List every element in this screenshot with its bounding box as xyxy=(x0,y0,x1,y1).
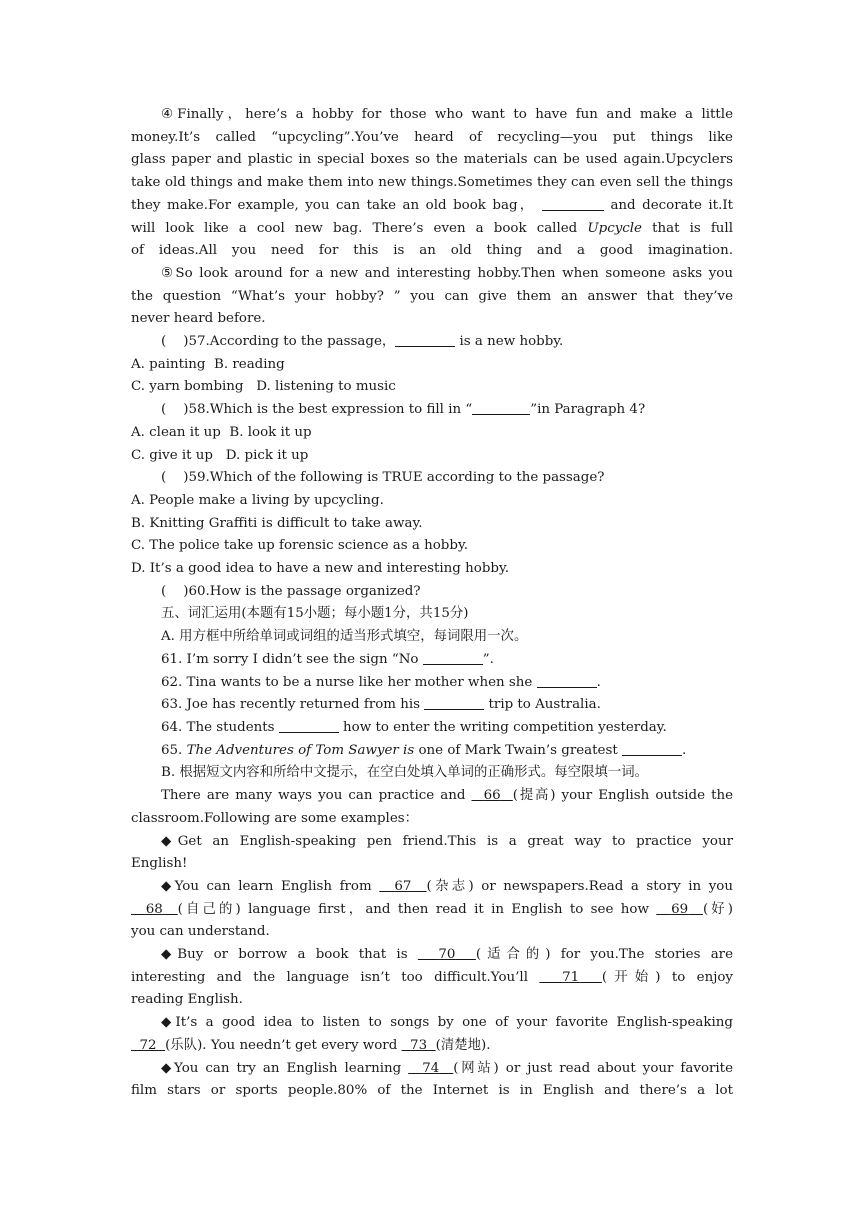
text-line xyxy=(131,218,733,241)
blank-number-72: 72 xyxy=(139,1037,157,1053)
blank-number-67: 67 xyxy=(394,878,412,894)
question-63 xyxy=(131,694,733,717)
question-stem: ”in Paragraph 4? xyxy=(530,402,646,418)
text-line: of ideas.All you need for this is an old thing and a good imagination. xyxy=(131,243,733,259)
text-segment: ◆Buy or borrow a book that is xyxy=(161,947,418,963)
question-stem: 63. Joe has recently returned from his xyxy=(161,697,425,713)
question-stem: 64. The students xyxy=(161,719,279,735)
document-page xyxy=(131,104,733,1103)
text-segment: (网站) or just read about your favorite xyxy=(453,1060,733,1076)
question-62 xyxy=(131,672,733,695)
answer-blank xyxy=(279,719,339,733)
part-a-instruction: A. 用方框中所给单词或词组的适当形式填空，每词限用一次。 xyxy=(161,629,528,645)
text-line: ⑤So look around for a new and interesting hobby.Then when someone asks you xyxy=(161,265,733,281)
text-line: film stars or sports people.80% of the Internet is in English and there’s a lot xyxy=(131,1083,733,1099)
answer-blank xyxy=(622,742,682,756)
text-segment: (适合的) for you.The stories are xyxy=(475,947,734,963)
text-line: ◆It’s a good idea to listen to songs by one of your favorite English-speaking xyxy=(161,1015,733,1031)
paragraph-4 xyxy=(131,104,733,263)
text-line xyxy=(131,785,733,808)
section-title: 五、词汇运用(本题有15小题；每小题1分，共15分) xyxy=(161,606,469,622)
question-stem: ( )57.According to the passage， xyxy=(161,334,396,350)
option-line: A. People make a living by upcycling. xyxy=(131,492,384,508)
question-61 xyxy=(131,649,733,672)
text-line xyxy=(131,1058,733,1081)
question-stem: one of Mark Twain’s greatest xyxy=(414,742,622,758)
text-line xyxy=(131,899,733,922)
text-line: never heard before. xyxy=(131,311,266,327)
answer-blank xyxy=(395,333,455,347)
question-59: ( )59.Which of the following is TRUE according to the passage? xyxy=(161,470,605,486)
answer-blank xyxy=(472,401,530,415)
text-segment: There are many ways you can practice and xyxy=(161,788,472,804)
question-stem: . xyxy=(681,742,687,758)
text-line: the question “What’s your hobby? ” you can give them an answer that they’ve xyxy=(131,288,733,304)
question-stem: . xyxy=(596,674,601,690)
text-line xyxy=(131,195,733,218)
book-title: The Adventures of Tom Sawyer is xyxy=(186,742,415,758)
option-line: C. give it up D. pick it up xyxy=(131,447,309,463)
answer-blank xyxy=(423,651,483,665)
book-title: Upcycle xyxy=(587,220,642,236)
question-stem: how to enter the writing competition yesterday. xyxy=(338,719,667,735)
option-line: D. It’s a good idea to have a new and interesting hobby. xyxy=(131,561,510,577)
blank-number-71: 71 xyxy=(562,969,580,985)
question-stem: trip to Australia. xyxy=(484,697,601,713)
blank-number-70: 70 xyxy=(438,947,456,963)
text-segment: ◆You can try an English learning xyxy=(161,1060,409,1076)
part-b-instruction: B. 根据短文内容和所给中文提示，在空白处填入单词的正确形式。每空限填一词。 xyxy=(161,765,649,781)
text-line: glass paper and plastic in special boxes so the materials can be used again.Upcyclers xyxy=(131,152,733,168)
blank-number-66: 66 xyxy=(483,788,501,804)
text-line: classroom.Following are some examples： xyxy=(131,810,419,826)
question-60: ( )60.How is the passage organized? xyxy=(161,583,421,599)
question-stem: ( )58.Which is the best expression to fill in “ xyxy=(161,402,473,418)
text-segment: (乐队). You needn’t get every word xyxy=(165,1037,402,1053)
blank-number-74: 74 xyxy=(422,1060,440,1076)
question-58 xyxy=(131,399,733,422)
paragraph-5 xyxy=(131,263,733,331)
question-65 xyxy=(131,740,733,763)
option-line: A. clean it up B. look it up xyxy=(131,424,312,440)
question-stem: ”. xyxy=(482,651,494,667)
blank-number-68: 68 xyxy=(145,901,163,917)
option-line: C. yarn bombing D. listening to music xyxy=(131,379,396,395)
text-segment: will look like a cool new bag. There’s even a book called xyxy=(131,220,588,236)
answer-blank xyxy=(542,197,604,211)
text-segment: (清楚地). xyxy=(435,1037,491,1053)
text-line: take old things and make them into new things.Sometimes they can even sell the things xyxy=(131,175,733,191)
text-line: English! xyxy=(131,856,188,872)
blank-number-69: 69 xyxy=(671,901,689,917)
text-segment: they make.For example, you can take an old book bag， xyxy=(131,197,536,213)
option-line: A. painting B. reading xyxy=(131,356,285,372)
text-line xyxy=(131,876,733,899)
text-line xyxy=(131,1035,733,1058)
question-stem: 65. xyxy=(161,742,187,758)
text-segment: ◆You can learn English from xyxy=(161,878,380,894)
text-segment: (杂志) or newspapers.Read a story in you xyxy=(426,878,733,894)
option-line: C. The police take up forensic science as a hobby. xyxy=(131,538,468,554)
text-line: ④Finally，here’s a hobby for those who want to have fun and make a little xyxy=(161,107,733,122)
question-stem: 62. Tina wants to be a nurse like her mother when she xyxy=(161,674,537,690)
text-line: ◆Get an English-speaking pen friend.This is a great way to practice your xyxy=(161,833,733,849)
question-64 xyxy=(131,717,733,740)
text-line: reading English. xyxy=(131,992,243,1008)
text-segment: (提高) your English outside the xyxy=(512,788,734,804)
answer-blank xyxy=(537,674,597,688)
option-line: B. Knitting Graffiti is difficult to take away. xyxy=(131,515,423,531)
text-line xyxy=(131,967,733,990)
text-segment: interesting and the language isn’t too difficult.You’ll xyxy=(131,969,540,985)
text-line: you can understand. xyxy=(131,924,270,940)
text-line xyxy=(131,944,733,967)
text-segment: and decorate it.It xyxy=(610,197,733,213)
text-segment: (自己的) language first，and then read it in English to see how xyxy=(177,901,657,917)
text-segment: (开始) to enjoy xyxy=(601,969,734,985)
text-line: money.It’s called “upcycling”.You’ve heard of recycling—you put things like xyxy=(131,129,733,145)
text-segment: that is full xyxy=(641,220,733,236)
blank-number-73: 73 xyxy=(410,1037,428,1053)
question-stem: 61. I’m sorry I didn’t see the sign “No xyxy=(161,651,423,667)
question-57 xyxy=(131,331,733,354)
answer-blank xyxy=(424,696,484,710)
question-stem: is a new hobby. xyxy=(455,334,564,350)
text-segment: (好) xyxy=(702,901,734,917)
